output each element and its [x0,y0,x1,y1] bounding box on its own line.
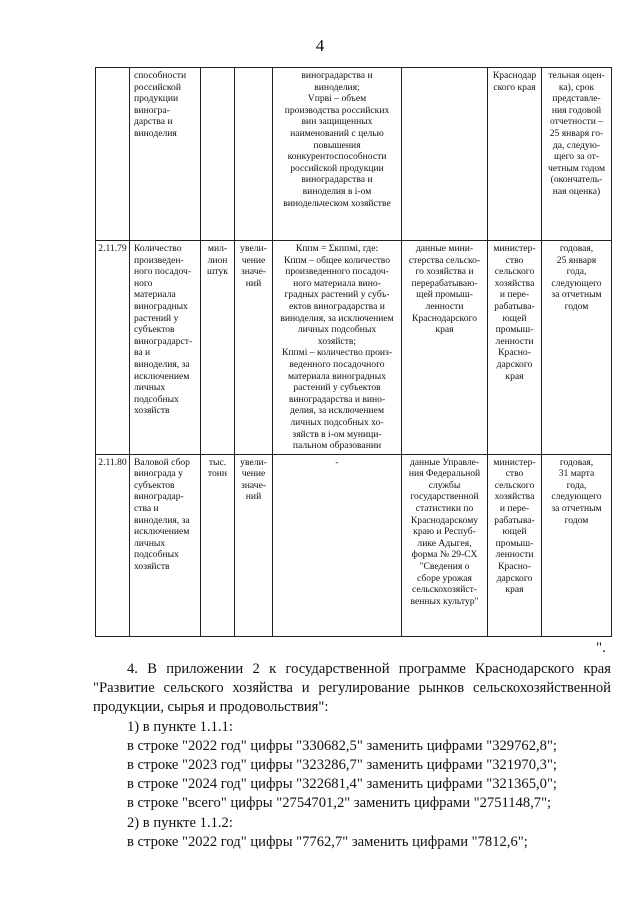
clause-heading: 1) в пункте 1.1.1: [127,718,233,735]
deadline-cell: годовая, 31 марта года, следующего за отчетным годом [542,454,612,636]
trend-cell [235,68,273,241]
indicator-name-cell: Валовой сбор винограда у субъектов виноградар- ства и виноделия, за исключением личных подсобных хозяйств [130,454,201,636]
responsible-cell: Краснодар ского края [488,68,542,241]
trend-cell: увели- чение значе- ний [235,454,273,636]
replacement-line: в строке "2023 год" цифры "323286,7" заменить цифрами "321970,3"; [127,757,557,774]
deadline-cell: годовая, 25 января года, следующего за отчетным годом [542,241,612,455]
source-cell: данные мини- стерства сельско- го хозяйства и перерабатываю- щей промыш- ленности Краснодарского края [402,241,488,455]
row-number-cell [96,68,130,241]
formula-cell: Кппм = Σкппмi, где: Кппм – общее количество произведенного посадоч- ного материала вино- градных растений у субъ- ектов виноградарства и виноделия, за исключением личных подсобных хозяйств; Кппмi – количество произ- веденного посадочного материала виноградных растений у субъектов виноградарства и вино- делия, за исключением личных подсобных хо- зяйств в i-ом муници- пальном образовании [273,241,402,455]
page-number: 4 [315,36,325,55]
replacement-line: в строке "2024 год" цифры "322681,4" заменить цифрами "321365,0"; [127,776,557,793]
unit-cell: тыс. тонн [201,454,235,636]
amendment-paragraph: 4. В приложении 2 к государственной программе Краснодарского края "Развитие сельского хозяйства и регулирование рынков сельскохозяйственной продукции, сырья и продовольствия": [93,661,611,716]
source-cell [402,68,488,241]
indicator-name-cell: способности российской продукции виногра- дарства и виноделия [130,68,201,241]
responsible-cell: министер- ство сельского хозяйства и пере- рабатыва- ющей промыш- ленности Красно- дарского края [488,241,542,455]
responsible-cell: министер- ство сельского хозяйства и пере- рабатыва- ющей промыш- ленности Красно- дарского края [488,454,542,636]
replacement-line: в строке "всего" цифры "2754701,2" заменить цифрами "2751148,7"; [127,795,552,812]
formula-cell: - [273,454,402,636]
row-number-cell: 2.11.80 [96,454,130,636]
closing-quote: ". [596,640,606,656]
table-row [96,454,612,636]
trend-cell: увели- чение значе- ний [235,241,273,455]
indicator-name-cell: Количество произведен- ного посадоч- ного материала виноградных растений у субъектов виноградарст- ва и виноделия, за исключением личных подсобных хозяйств [130,241,201,455]
deadline-cell: тельная оцен- ка), срок представле- ния годовой отчетности – 25 января го- да, следую- щего за от- четным годом (окончатель- ная оценка) [542,68,612,241]
unit-cell: мил- лион штук [201,241,235,455]
formula-cell: виноградарства и виноделия; Vпрвi – объем производства российских вин защищенных наименований с целью повышения конкурентоспособности российской продукции виноградарства и виноделия в i-ом винодельческом хозяйстве [273,68,402,241]
table-row [96,68,612,241]
replacement-line: в строке "2022 год" цифры "330682,5" заменить цифрами "329762,8"; [127,737,557,754]
clause-heading: 2) в пункте 1.1.2: [127,814,233,831]
table-row [96,241,612,455]
row-number-cell: 2.11.79 [96,241,130,455]
amendment-text [93,660,611,852]
replacement-line: в строке "2022 год" цифры "7762,7" заменить цифрами "7812,6"; [127,833,528,850]
unit-cell [201,68,235,241]
indicators-table [95,67,612,637]
source-cell: данные Управле- ния Федеральной службы государственной статистики по Краснодарскому краю и Респуб- лике Адыгея, форма № 29-СХ "Сведения о сборе урожая сельскохозяйст- венных культур" [402,454,488,636]
